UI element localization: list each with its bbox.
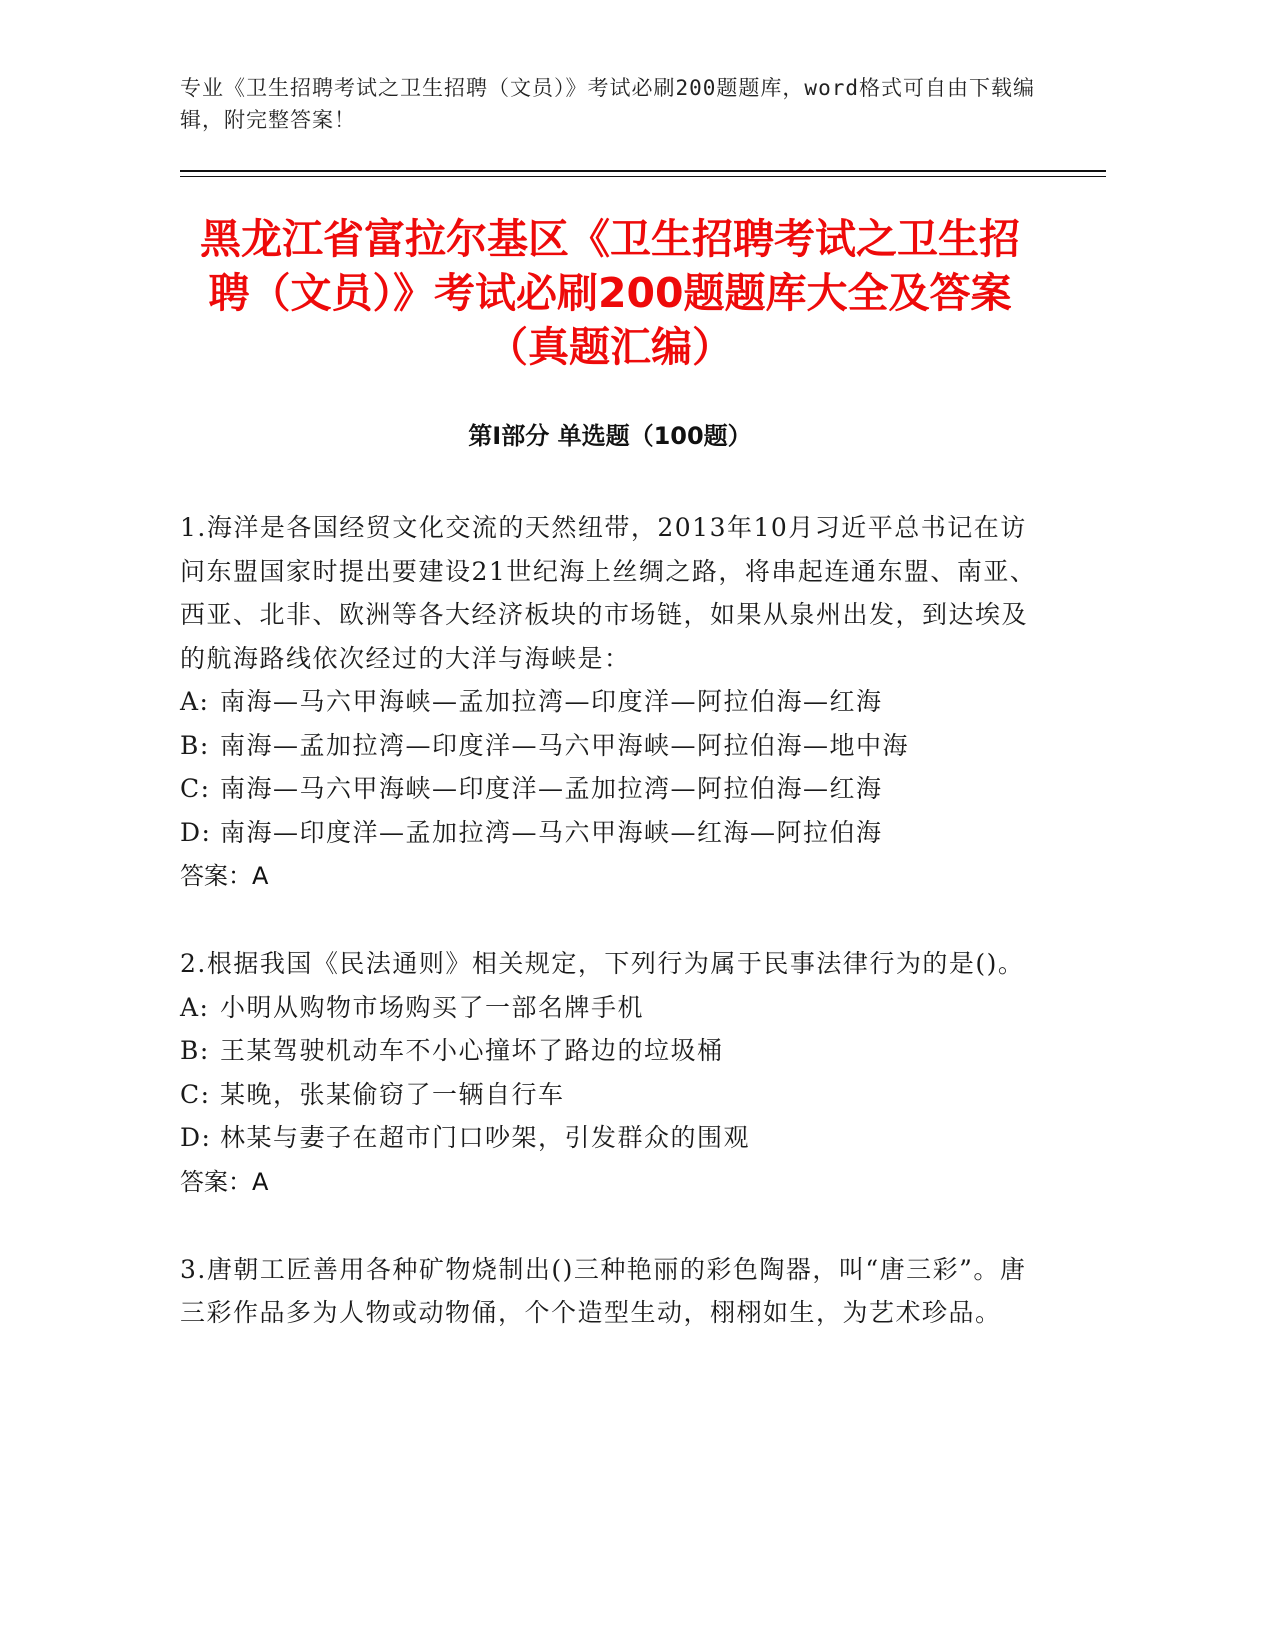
option-text: 林某与妻子在超市门口吵架，引发群众的围观 (220, 1123, 751, 1152)
question-stem: 1.海洋是各国经贸文化交流的天然纽带，2013年10月习近平总书记在访问东盟国家时提出要建设21世纪海上丝绸之路，将串起连通东盟、南亚、西亚、北非、欧洲等各大经济板块的市场链，如果从泉州出发，到达埃及的航海路线依次经过的大洋与海峡是： (180, 513, 1037, 673)
option-text: 南海—印度洋—孟加拉湾—马六甲海峡—红海—阿拉伯海 (220, 817, 883, 847)
option-a (180, 986, 1040, 1030)
option-b (180, 1029, 1040, 1073)
question-stem: 2.根据我国《民法通则》相关规定，下列行为属于民事法律行为的是()。 (180, 949, 1025, 978)
header-note: 专业《卫生招聘考试之卫生招聘（文员）》考试必刷200题题库，word格式可自由下载编辑，附完整答案！ (180, 76, 1035, 132)
question-item (180, 942, 1040, 1204)
option-letter: C: (180, 774, 211, 803)
option-letter: B: (180, 730, 210, 760)
option-text: 王某驾驶机动车不小心撞坏了路边的垃圾桶 (220, 1036, 724, 1065)
option-c (180, 767, 1040, 811)
option-b (180, 724, 1040, 768)
option-text: 南海—马六甲海峡—印度洋—孟加拉湾—阿拉伯海—红海 (220, 774, 883, 803)
option-letter: C: (180, 1079, 211, 1109)
option-d (180, 811, 1040, 855)
section-heading: 第Ⅰ部分 单选题（100题） (468, 422, 752, 450)
answer-line: 答案：A (180, 862, 269, 890)
option-text: 南海—孟加拉湾—印度洋—马六甲海峡—阿拉伯海—地中海 (220, 730, 910, 760)
option-letter: A: (180, 992, 210, 1022)
question-list (180, 506, 1040, 1379)
question-stem: 3.唐朝工匠善用各种矿物烧制出()三种艳丽的彩色陶器，叫“唐三彩”。唐三彩作品多为人物或动物俑，个个造型生动，栩栩如生，为艺术珍品。 (180, 1254, 1027, 1327)
question-item (180, 1248, 1040, 1335)
document-title: 黑龙江省富拉尔基区《卫生招聘考试之卫生招聘（文员）》考试必刷200题题库大全及答案（真题汇编） (200, 215, 1020, 371)
header-divider (180, 170, 1106, 172)
answer-line: 答案：A (180, 1167, 269, 1196)
option-text: 某晚，张某偷窃了一辆自行车 (220, 1079, 565, 1109)
option-text: 南海—马六甲海峡—孟加拉湾—印度洋—阿拉伯海—红海 (220, 687, 883, 716)
option-letter: B: (180, 1036, 210, 1065)
option-letter: A: (180, 687, 210, 716)
option-a (180, 680, 1040, 724)
option-d (180, 1116, 1040, 1160)
option-c (180, 1073, 1040, 1117)
header-divider-thin (180, 176, 1106, 177)
question-item (180, 506, 1040, 898)
option-letter: D: (180, 817, 212, 847)
option-letter: D: (180, 1123, 212, 1152)
option-text: 小明从购物市场购买了一部名牌手机 (220, 992, 645, 1022)
